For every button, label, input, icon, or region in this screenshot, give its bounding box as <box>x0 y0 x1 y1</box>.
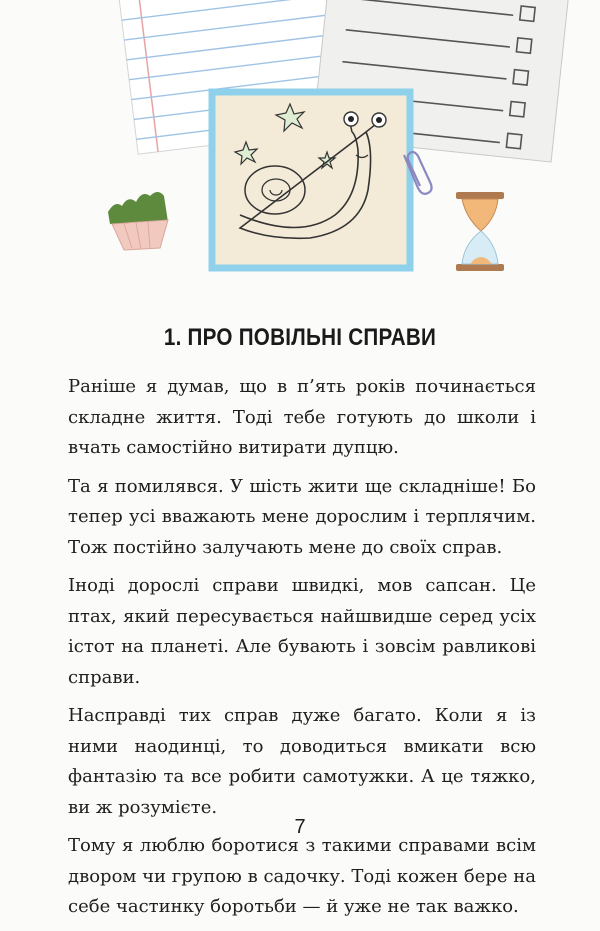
paragraph: Іноді дорослі справи швидкі, мов сапсан. Це птах, який пересувається найшвидше серед усіх істот на планеті. Але бувають і зовсім равликові справи. <box>68 575 536 688</box>
page-number: 7 <box>294 816 306 838</box>
paragraph: Тому я люблю боротися з такими справами всім двором чи групою в садочку. Тоді кожен бере на себе частинку боротьби — й уже не так важко. <box>68 835 536 917</box>
paragraph: Раніше я думав, що в п’ять років починається складне життя. Тоді тебе готують до школи і вчать самостійно витирати дупцю. <box>68 376 536 458</box>
paragraph: Та я помилявся. У шість жити ще складніше! Бо тепер усі вважають мене дорослим і терплячим. Тож постійно залучають мене до своїх справ. <box>68 475 536 558</box>
top-illustration <box>0 0 600 300</box>
body-text <box>68 372 536 931</box>
cupcake-icon <box>108 192 168 250</box>
hourglass-icon <box>456 192 504 271</box>
snail-picture-icon <box>212 92 410 268</box>
paragraph: Насправді тих справ дуже багато. Коли я із ними наодинці, то доводиться вмикати всю фантазію та все робити самотужки. А це тяжко, ви ж розумієте. <box>68 705 536 818</box>
chapter-title: 1. ПРО ПОВІЛЬНІ СПРАВИ <box>163 324 437 351</box>
